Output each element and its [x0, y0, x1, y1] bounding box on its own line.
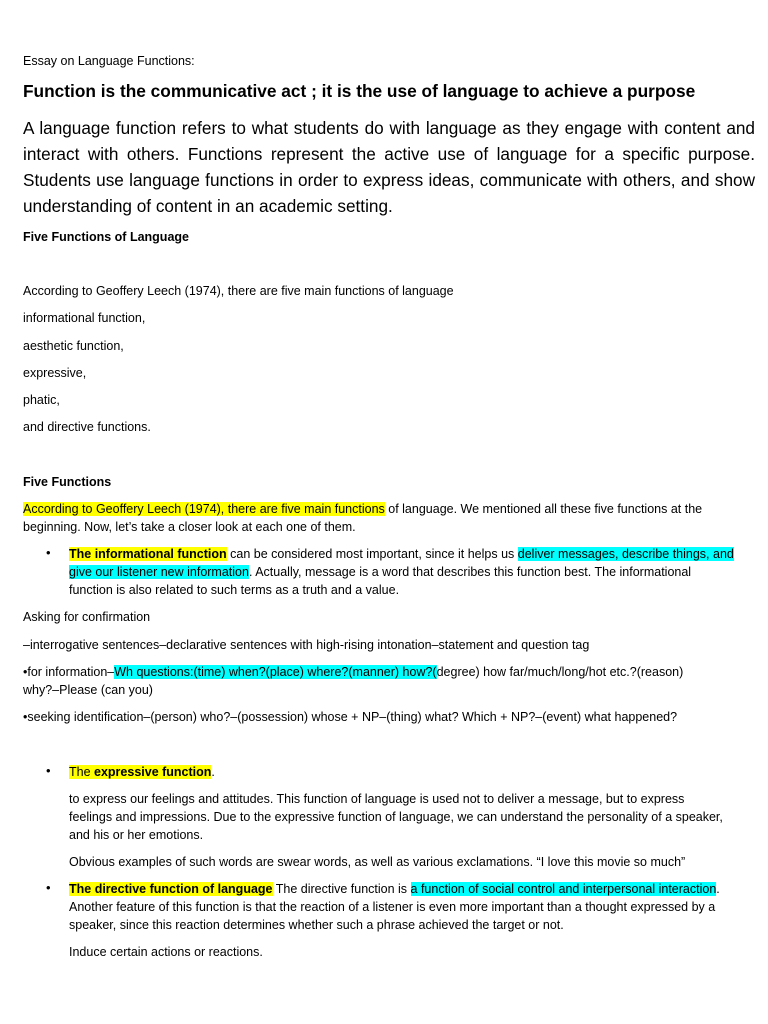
- seeking-line: •seeking identification–(person) who?–(possession) whose + NP–(thing) what? Which + NP?–(event) what happened?: [23, 710, 678, 724]
- bullet-icon: •: [46, 880, 51, 895]
- list-item: informational function,: [23, 311, 146, 325]
- informational-text: can be considered most important, since it helps us: [226, 547, 518, 561]
- highlight-wh-questions: Wh questions:(time) when?(place) where?(manner) how?(: [114, 665, 437, 679]
- expressive-the: The: [69, 765, 95, 779]
- expressive-line-2: feelings and impressions. Due to the expressive function of language, we can understand the personality of a speaker,: [69, 810, 723, 824]
- list-item: aesthetic function,: [23, 339, 124, 353]
- directive-induce: Induce certain actions or reactions.: [69, 945, 263, 959]
- confirmation-title: Asking for confirmation: [23, 610, 151, 624]
- list-item: and directive functions.: [23, 420, 151, 434]
- highlight-new-information: give our listener new information: [69, 565, 249, 579]
- informational-function-label: The informational function: [69, 547, 227, 561]
- informational-line-1: [69, 545, 734, 563]
- expressive-line-1: to express our feelings and attitudes. This function of language is used not to deliver a message, but to express: [69, 792, 685, 806]
- expressive-function-label: expressive function: [94, 765, 212, 779]
- directive-text: The directive function is: [272, 882, 411, 896]
- informational-line-2: [69, 563, 691, 581]
- list-item: expressive,: [23, 366, 87, 380]
- directive-dot: .: [716, 882, 720, 896]
- directive-line-1: [69, 880, 720, 898]
- directive-line-2: Another feature of this function is that the reaction of a listener is even more important than a thought expressed by a: [69, 900, 716, 914]
- essay-heading: Essay on Language Functions:: [23, 54, 195, 68]
- subheading-five-functions: Five Functions: [23, 475, 112, 489]
- bullet-icon: •: [46, 545, 51, 560]
- leech-line: According to Geoffery Leech (1974), there are five main functions of language: [23, 284, 454, 298]
- list-item: phatic,: [23, 393, 60, 407]
- directive-function-label: The directive function of language: [69, 882, 273, 896]
- expressive-line-3: and his or her emotions.: [69, 828, 204, 842]
- confirmation-line: –interrogative sentences–declarative sentences with high-rising intonation–statement and question tag: [23, 638, 590, 652]
- informational-line-3: function is also related to such terms as a truth and a value.: [69, 583, 400, 597]
- essay-title: Function is the communicative act ; it is the use of language to achieve a purpose: [23, 81, 696, 101]
- highlight-social-control: a function of social control and interpersonal interaction: [410, 882, 717, 896]
- expressive-heading: [69, 763, 215, 781]
- informational-text: . Actually, message is a word that describes this function best. The informational: [248, 565, 692, 579]
- highlight-leech: According to Geoffery Leech (1974), there are five main functions: [23, 502, 385, 516]
- paragraph-text: of language. We mentioned all these five functions at the: [384, 502, 703, 516]
- intro-paragraph: A language function refers to what students do with language as they engage with content and interact with others. Functions represent the active use of language for a specific purpose. Students use language functions in order to express ideas, communicate with others, and show understanding of content in an academic setting.: [23, 118, 755, 216]
- expressive-example: Obvious examples of such words are swear words, as well as various exclamations. “I love this movie so much”: [69, 855, 686, 869]
- highlight-deliver-messages: deliver messages, describe things, and: [517, 547, 734, 561]
- info-line-1: [23, 663, 683, 681]
- paragraph-line: [23, 500, 702, 518]
- info-text: degree) how far/much/long/hot etc.?(reason): [436, 665, 684, 679]
- directive-line-3: speaker, since this reaction determines whether such a phrase achieved the target or not.: [69, 918, 564, 932]
- bullet-icon: •: [46, 763, 51, 778]
- info-line-2: why?–Please (can you): [23, 683, 153, 697]
- expressive-label: [69, 765, 211, 779]
- paragraph-line: beginning. Now, let’s take a closer look at each one of them.: [23, 520, 356, 534]
- subheading-five-functions-of-language: Five Functions of Language: [23, 230, 189, 244]
- info-text: •for information–: [23, 665, 115, 679]
- expressive-dot: .: [211, 765, 215, 779]
